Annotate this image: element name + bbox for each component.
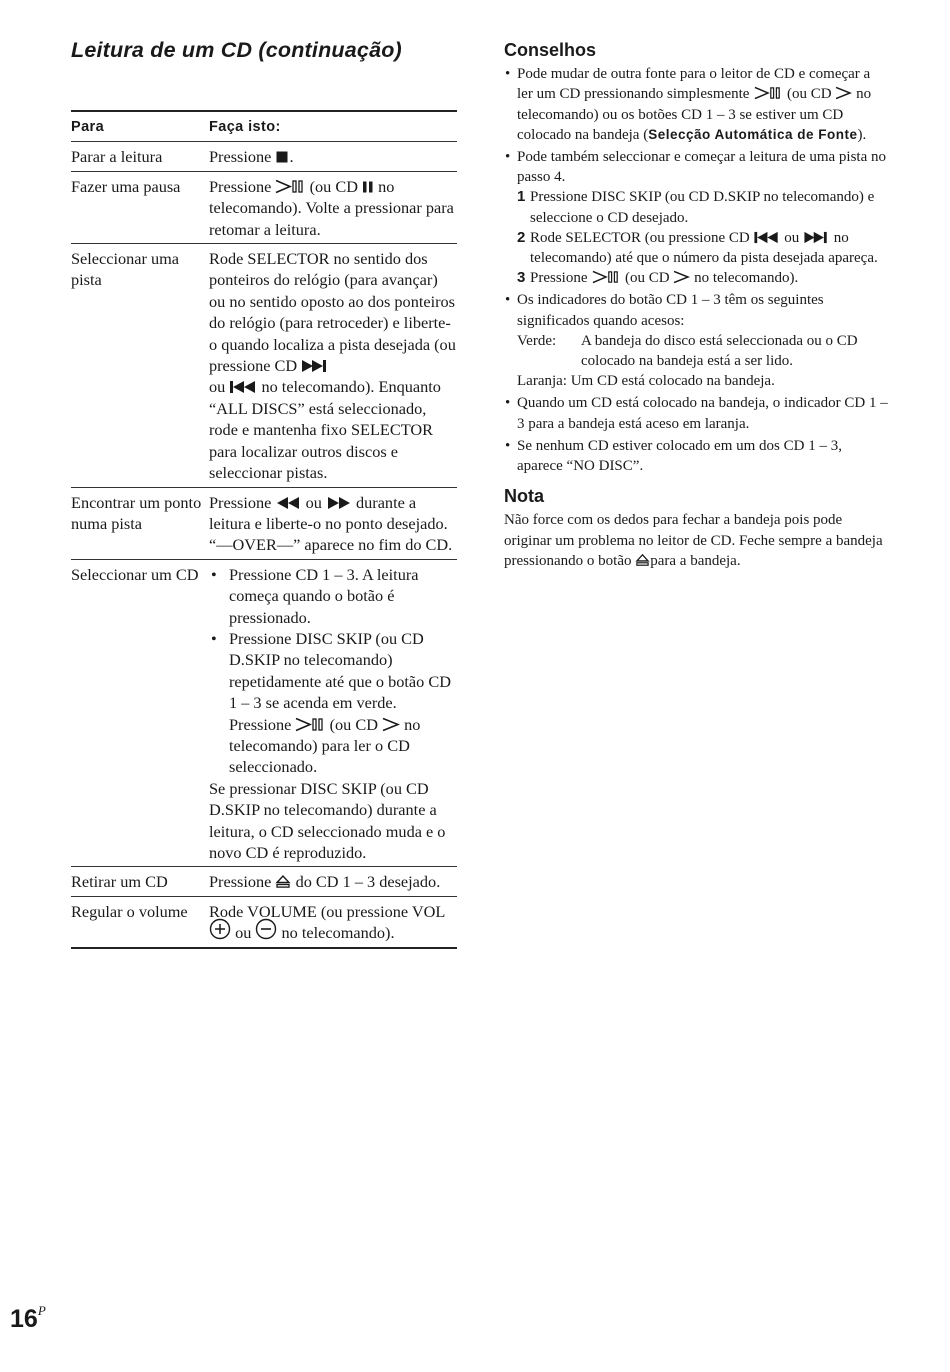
indicator-label: Verde: bbox=[517, 332, 557, 349]
instruction-text: “—OVER—” aparece no fim do CD. bbox=[209, 535, 453, 555]
step-item bbox=[517, 187, 888, 227]
instruction-text: Pressione DISC SKIP (ou CD D.SKIP no telecomando) repetidamente até que o botão CD 1 – 3 se acenda em verde. bbox=[229, 628, 451, 713]
next-track-icon bbox=[803, 231, 830, 244]
eject-icon bbox=[275, 874, 291, 889]
instruction-text: do CD 1 – 3 desejado. bbox=[295, 872, 441, 892]
page-number-suffix: P bbox=[37, 1303, 46, 1318]
table-row bbox=[71, 142, 457, 171]
table-row bbox=[71, 896, 457, 947]
step-text: Rode SELECTOR (ou pressione CD bbox=[530, 229, 750, 246]
play-icon bbox=[382, 717, 400, 732]
minus-circle-icon bbox=[255, 922, 277, 940]
fast-forward-icon bbox=[326, 496, 352, 510]
tip-text: Os indicadores do botão CD 1 – 3 têm os seguintes significados quando acesos: bbox=[517, 292, 824, 329]
page-number-value: 16 bbox=[10, 1305, 38, 1333]
indicator-text: A bandeja do disco está seleccionada ou o CD colocado na bandeja está a ser lido. bbox=[581, 332, 858, 370]
row-instruction bbox=[209, 487, 457, 559]
play-icon bbox=[673, 270, 690, 284]
instruction-list bbox=[209, 564, 457, 778]
play-pause-icon bbox=[753, 86, 783, 100]
step-text: Pressione DISC SKIP (ou CD D.SKIP no telecomando) e seleccione o CD desejado. bbox=[530, 189, 875, 226]
operations-table bbox=[71, 110, 457, 949]
play-pause-icon bbox=[275, 179, 305, 194]
step-text: (ou CD bbox=[625, 270, 670, 287]
rewind-icon bbox=[275, 496, 301, 510]
step-item bbox=[517, 268, 888, 288]
conselhos-title: Conselhos bbox=[504, 40, 597, 60]
page-title: Leitura de um CD (continuação) bbox=[71, 38, 402, 62]
plus-circle-icon bbox=[209, 922, 231, 940]
step-number: 3 bbox=[517, 269, 526, 287]
row-instruction bbox=[209, 896, 457, 947]
instruction-text: durante a leitura e liberte-o no ponto desejado. bbox=[209, 492, 448, 533]
tip-text: Pode mudar de outra fonte para o leitor de CD e começar a ler um CD pressionando simplesmente bbox=[517, 66, 871, 103]
indicator-green bbox=[517, 331, 888, 371]
tip-text: ). bbox=[857, 126, 867, 143]
instruction-text: . bbox=[289, 147, 294, 167]
row-label: Regular o volume bbox=[71, 901, 188, 921]
list-item bbox=[209, 628, 457, 778]
step-text: no telecomando) até que o número da pista desejada apareça. bbox=[530, 229, 878, 267]
tip-text: no telecomando) ou os botões CD 1 – 3 se estiver um CD colocado na bandeja ( bbox=[517, 86, 872, 143]
nota-section bbox=[504, 486, 888, 571]
row-label: Fazer uma pausa bbox=[71, 176, 181, 196]
previous-track-icon bbox=[753, 231, 780, 244]
row-instruction bbox=[209, 171, 457, 243]
row-instruction bbox=[209, 142, 457, 171]
list-item bbox=[504, 290, 888, 391]
list-item bbox=[504, 64, 888, 145]
instruction-text: no telecomando) para ler o CD seleccionado. bbox=[229, 714, 421, 777]
steps-list bbox=[517, 187, 888, 288]
row-label: Parar a leitura bbox=[71, 147, 163, 167]
stop-square-icon bbox=[275, 150, 289, 164]
table-row bbox=[71, 244, 457, 487]
instruction-text: ou bbox=[305, 492, 322, 512]
instruction-text: Pressione bbox=[209, 176, 272, 196]
instruction-text: Rode VOLUME (ou pressione VOL bbox=[209, 901, 445, 921]
play-pause-icon bbox=[295, 717, 325, 732]
next-track-icon bbox=[301, 359, 329, 373]
tip-text: (ou CD bbox=[786, 86, 832, 103]
conselhos-section bbox=[504, 40, 888, 476]
pause-icon bbox=[362, 180, 374, 194]
instruction-text: ou bbox=[235, 923, 252, 943]
instruction-text: Rode SELECTOR no sentido dos ponteiros do relógio (para avançar) ou no sentido oposto ao dos ponteiros do relógio (para retroceder) e liberte-o quando localiza a pista desejada (ou pressione CD bbox=[209, 249, 456, 376]
right-column bbox=[504, 40, 888, 571]
list-item bbox=[504, 147, 888, 288]
step-text: ou bbox=[784, 229, 800, 246]
tips-list bbox=[504, 64, 888, 476]
table-row bbox=[71, 867, 457, 896]
row-label: Seleccionar uma pista bbox=[71, 249, 180, 290]
page-number bbox=[10, 1303, 46, 1334]
list-item: • Pressione CD 1 – 3. A leitura começa quando o botão é pressionado. bbox=[209, 564, 457, 628]
play-icon bbox=[835, 86, 852, 100]
step-text: no telecomando). bbox=[694, 270, 799, 287]
previous-track-icon bbox=[229, 380, 257, 394]
nota-text bbox=[504, 510, 888, 571]
list-item: • Quando um CD está colocado na bandeja, o indicador CD 1 – 3 para a bandeja está aceso em laranja. bbox=[504, 393, 888, 433]
table-row bbox=[71, 559, 457, 867]
instruction-text: Pressione bbox=[209, 492, 272, 512]
step-number: 1 bbox=[517, 188, 526, 206]
step-number: 2 bbox=[517, 228, 526, 246]
row-label: Retirar um CD bbox=[71, 872, 168, 892]
step-item bbox=[517, 228, 888, 268]
instruction-text: Pressione bbox=[209, 147, 272, 167]
row-instruction bbox=[209, 244, 457, 487]
indicator-orange: Laranja: Um CD está colocado na bandeja. bbox=[517, 373, 775, 390]
tip-bold-text: Selecção Automática de Fonte bbox=[648, 126, 858, 142]
row-instruction bbox=[209, 559, 457, 867]
instruction-text: Pressione bbox=[229, 714, 292, 734]
tip-text: Pode também seleccionar e começar a leitura de uma pista no passo 4. bbox=[517, 149, 887, 186]
nota-title: Nota bbox=[504, 486, 544, 507]
eject-icon bbox=[635, 553, 650, 567]
play-pause-icon bbox=[591, 270, 621, 284]
instruction-text: no telecomando). Volte a pressionar para retomar a leitura. bbox=[209, 176, 454, 239]
table-row bbox=[71, 171, 457, 243]
row-label: Seleccionar um CD bbox=[71, 564, 199, 584]
row-label: Encontrar um ponto numa pista bbox=[71, 492, 202, 533]
table-header-row bbox=[71, 111, 457, 142]
instruction-text: no telecomando). bbox=[281, 923, 395, 943]
list-item: • Se nenhum CD estiver colocado em um dos CD 1 – 3, aparece “NO DISC”. bbox=[504, 436, 888, 476]
instruction-text: no telecomando). Enquanto “ALL DISCS” está seleccionado, rode e mantenha fixo SELECTOR para localizar outros discos e seleccionar pistas. bbox=[209, 377, 441, 483]
table-header-faca-isto: Faça isto: bbox=[209, 119, 281, 135]
row-instruction bbox=[209, 867, 457, 896]
nota-text-part: para a bandeja. bbox=[650, 552, 741, 569]
instruction-text: Pressione bbox=[209, 872, 272, 892]
instruction-text: (ou CD bbox=[329, 714, 378, 734]
table-header-para: Para bbox=[71, 119, 105, 135]
table-row bbox=[71, 487, 457, 559]
step-text: Pressione bbox=[530, 270, 588, 287]
nota-text-part: Não force com os dedos para fechar a bandeja pois pode originar um problema no leitor de CD. Feche sempre a bandeja pressionando o botão bbox=[504, 512, 883, 569]
instruction-text: (ou CD bbox=[309, 176, 358, 196]
instruction-text: Se pressionar DISC SKIP (ou CD D.SKIP no telecomando) durante a leitura, o CD seleccionado muda e o novo CD é reproduzido. bbox=[209, 778, 446, 862]
instruction-text: ou bbox=[209, 377, 226, 397]
